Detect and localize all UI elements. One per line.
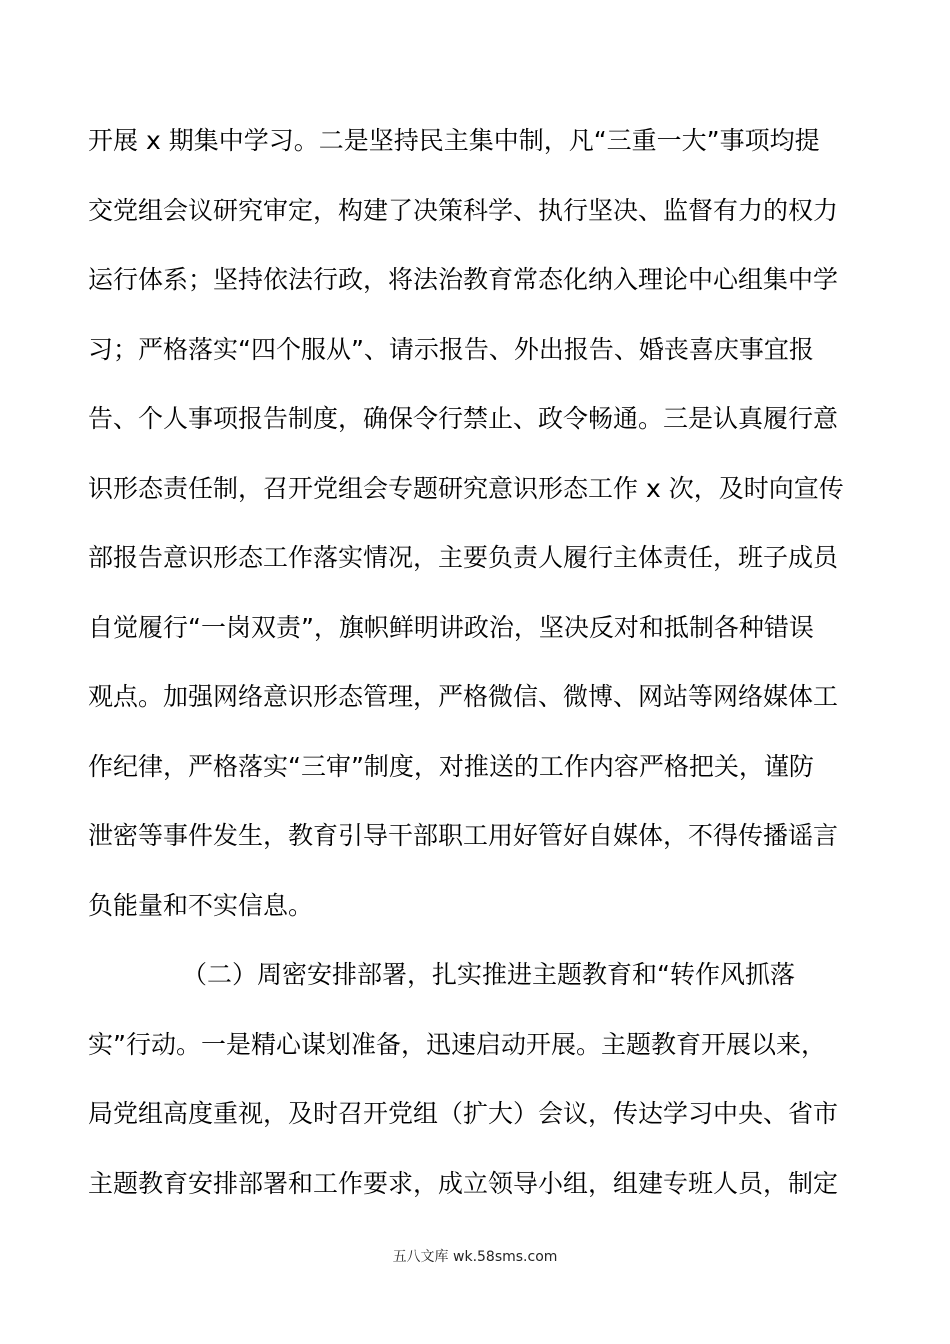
text-line: 习；严格落实“四个服从”、请示报告、外出报告、婚丧喜庆事宜报 bbox=[88, 334, 814, 364]
text-line: 识形态责任制，召开党组会专题研究意识形态工作 x 次，及时向宣传 bbox=[88, 473, 844, 503]
text-line: 局党组高度重视，及时召开党组（扩大）会议，传达学习中央、省市 bbox=[88, 1099, 839, 1128]
text-line: 负能量和不实信息。 bbox=[88, 890, 314, 920]
text-line: 部报告意识形态工作落实情况，主要负责人履行主体责任，班子成员 bbox=[88, 543, 839, 572]
text-line: 观点。加强网络意识形态管理，严格微信、微博、网站等网络媒体工 bbox=[88, 682, 839, 711]
footer-watermark: 五八文库 wk.58sms.com bbox=[392, 1249, 558, 1265]
text-line: 实”行动。一是精心谋划准备，迅速启动开展。主题教育开展以来， bbox=[88, 1029, 826, 1059]
text-line: 交党组会议研究审定，构建了决策科学、执行坚决、监督有力的权力 bbox=[88, 195, 839, 225]
text-line: 主题教育安排部署和工作要求，成立领导小组，组建专班人员，制定 bbox=[88, 1168, 839, 1198]
document-body bbox=[88, 116, 868, 1228]
section-heading-line: （二）周密安排部署，扎实推进主题教育和“转作风抓落 bbox=[182, 960, 795, 989]
text-line: 泄密等事件发生，教育引导干部职工用好管好自媒体，不得传播谣言 bbox=[88, 821, 839, 850]
text-line: 自觉履行“一岗双责”，旗帜鲜明讲政治，坚决反对和抵制各种错误 bbox=[88, 612, 814, 642]
text-line: 运行体系；坚持依法行政，将法治教育常态化纳入理论中心组集中学 bbox=[88, 265, 839, 294]
text-line: 开展 x 期集中学习。二是坚持民主集中制，凡“三重一大”事项均提 bbox=[88, 126, 820, 155]
text-line: 作纪律，严格落实“三审”制度，对推送的工作内容严格把关，谨防 bbox=[88, 751, 814, 781]
text-line: 告、个人事项报告制度，确保令行禁止、政令畅通。三是认真履行意 bbox=[88, 404, 839, 433]
